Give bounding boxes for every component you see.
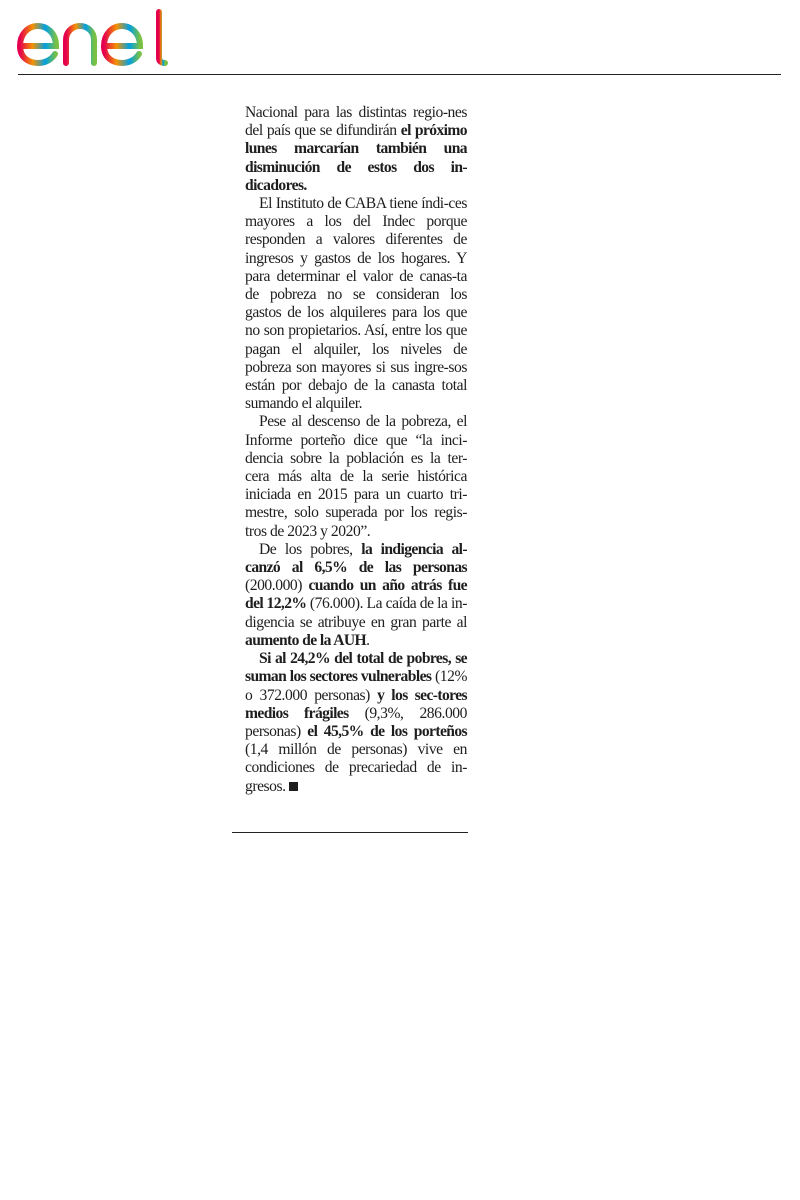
highlight-text: la indigencia al-canzó al 6,5% de las personas bbox=[245, 540, 467, 577]
end-of-article-square-icon bbox=[289, 782, 298, 791]
article-end-divider bbox=[232, 832, 468, 833]
highlight-text: Si al 24,2% del total de pobres, se suman los sectores vulnerables bbox=[245, 650, 467, 686]
header-divider bbox=[18, 74, 781, 75]
paragraph-5: Si al 24,2% del total de pobres, se suman los sectores vulnerables (12% o 372.000 personas) y los sec-tores medios frágiles (9,3%, 286.000 personas) el 45,5% de los porteños (1,4 millón de personas) vive en condiciones de precariedad de in-gresos. bbox=[245, 650, 467, 795]
paragraph-2: El Instituto de CABA tiene índi-ces mayores a los del Indec porque responden a valores diferentes de ingresos y gastos de los hogares. Y para determinar el valor de canas-ta de pobreza no se consideran los gastos de los alquileres para los que no son propietarios. Así, entre los que pagan el alquiler, los niveles de pobreza son mayores si sus ingre-sos están por debajo de la canasta total sumando el alquiler. bbox=[245, 195, 467, 413]
highlight-text: aumento de la AUH bbox=[245, 631, 367, 649]
highlight-text: el próximo lunes marcarían también una disminución de estos dos in-dicadores. bbox=[245, 122, 467, 194]
highlight-text: y los sec-tores medios frágiles bbox=[245, 686, 467, 722]
highlight-text: el 45,5% de los porteños bbox=[307, 722, 467, 740]
article-column bbox=[245, 104, 467, 796]
highlight-text: cuando un año atrás fue del 12,2% bbox=[245, 577, 467, 613]
page-header bbox=[0, 0, 800, 76]
paragraph-1: Nacional para las distintas regio-nes del país que se difundirán el próximo lunes marcarían también una disminución de estos dos in-dicadores. bbox=[245, 104, 467, 194]
paragraph-4: De los pobres, la indigencia al-canzó al 6,5% de las personas (200.000) cuando un año atrás fue del 12,2% (76.000). La caída de la in-digencia se atribuye en gran parte al aumento de la AUH. bbox=[245, 540, 467, 649]
enel-logo bbox=[16, 8, 176, 68]
paragraph-3: Pese al descenso de la pobreza, el Informe porteño dice que “la inci-dencia sobre la población es la ter-cera más alta de la serie histórica iniciada en 2015 para un cuarto tri-mestre, solo superada por los regis-tros de 2023 y 2020”. bbox=[245, 413, 467, 540]
